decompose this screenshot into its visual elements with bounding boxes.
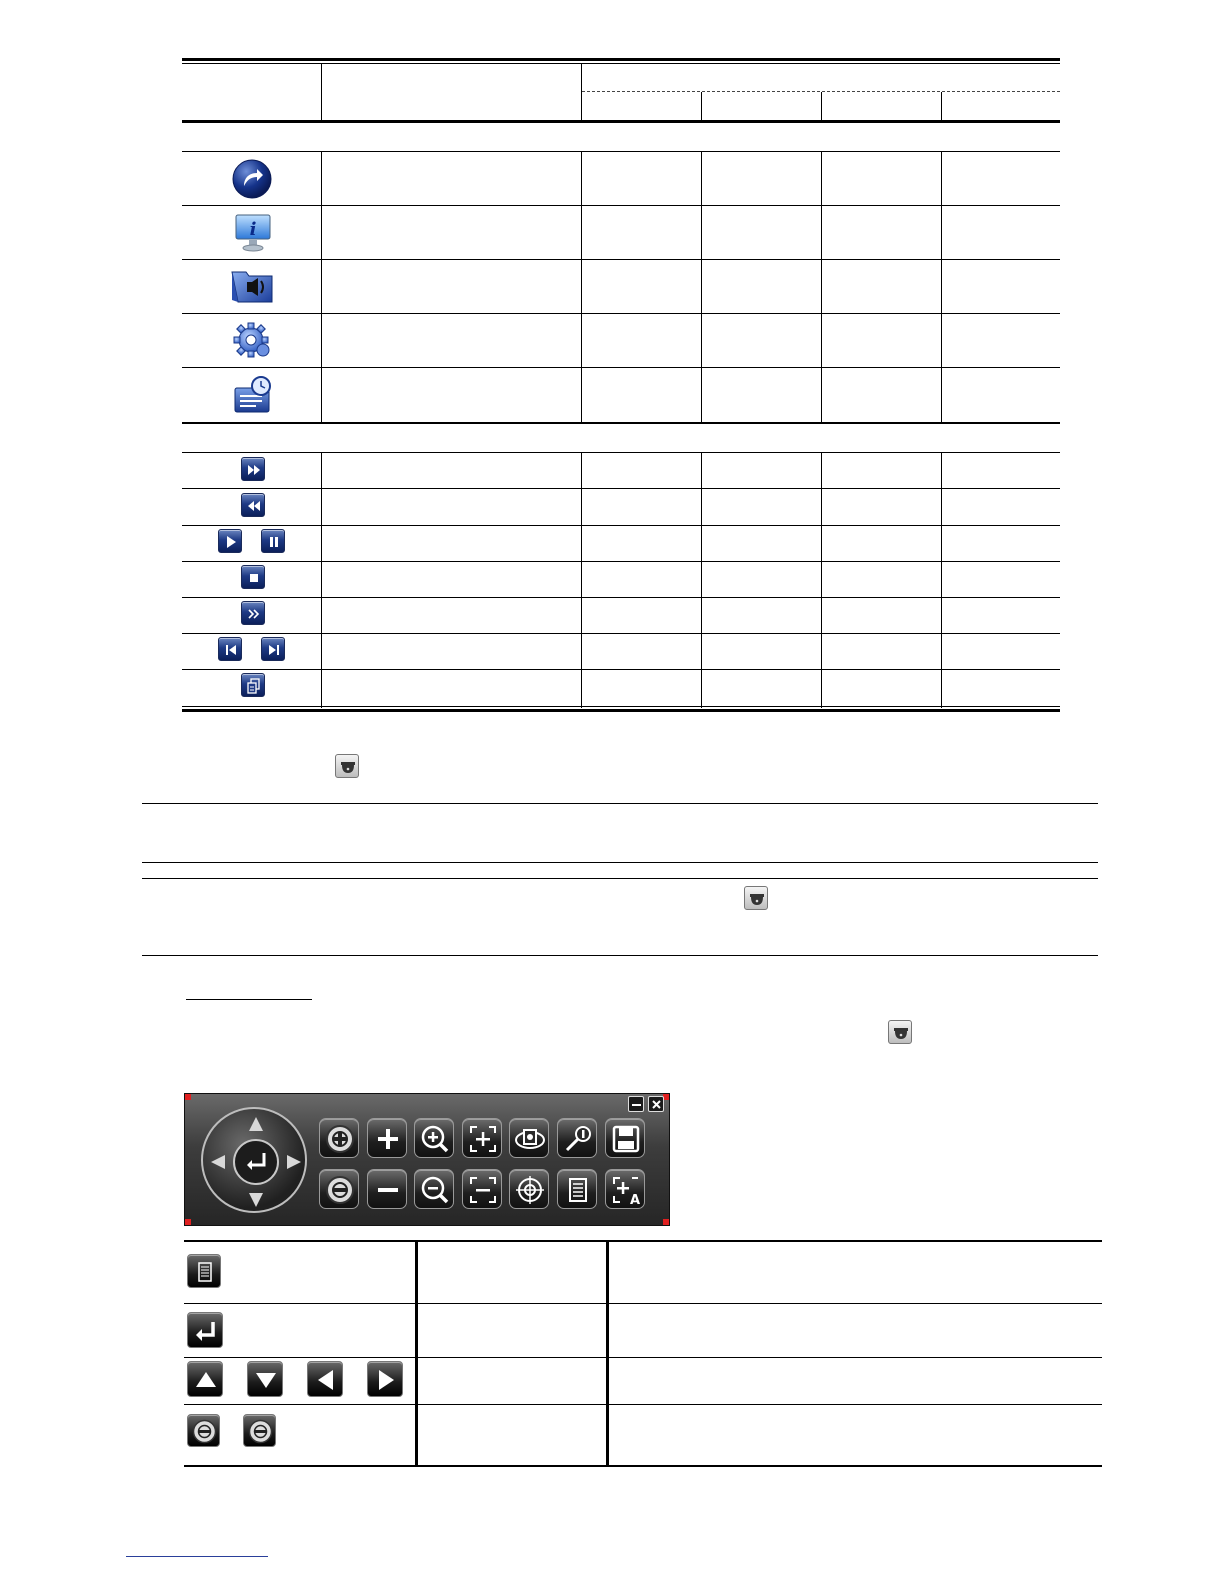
left-arrow-icon[interactable] — [211, 1155, 225, 1169]
minimize-icon[interactable] — [628, 1096, 644, 1112]
auto-pan-minus-icon — [243, 1414, 276, 1447]
dome-camera-icon — [744, 886, 768, 910]
svg-text:i: i — [249, 219, 257, 240]
target-button[interactable] — [509, 1169, 549, 1209]
right-arrow-icon[interactable] — [287, 1155, 301, 1169]
gear-icon — [233, 320, 273, 365]
zoom-tele-button[interactable] — [367, 1118, 407, 1158]
stop-icon — [241, 565, 265, 589]
auto-pan-plus-icon — [187, 1414, 220, 1447]
focus-near-icon — [463, 1119, 503, 1159]
auto-pan-plus-button[interactable] — [319, 1118, 359, 1158]
auto-focus-button[interactable] — [605, 1169, 645, 1209]
section-heading-underline — [186, 999, 312, 1000]
next-icon — [261, 637, 285, 661]
previous-icon — [218, 637, 242, 661]
note-box-2-top — [142, 878, 1098, 879]
menu-list-icon — [187, 1254, 221, 1288]
folder-speaker-icon — [230, 266, 276, 311]
focus-far-button[interactable] — [462, 1169, 502, 1209]
note-box-1-top — [142, 803, 1098, 804]
menu-list-button[interactable] — [557, 1169, 597, 1209]
zoom-in-button[interactable] — [414, 1118, 454, 1158]
fast-rewind-icon — [241, 493, 265, 517]
monitor-info-icon — [234, 212, 272, 257]
zoom-wide-button[interactable] — [367, 1169, 407, 1209]
enter-icon — [187, 1312, 223, 1348]
return-icon — [232, 159, 272, 204]
note-box-1-bottom — [142, 862, 1098, 863]
auto-pan-minus-button[interactable] — [319, 1169, 359, 1209]
up-arrow-icon — [187, 1361, 223, 1397]
down-arrow-icon — [247, 1361, 283, 1397]
down-arrow-icon[interactable] — [249, 1193, 263, 1207]
schedule-clock-icon — [232, 374, 274, 421]
save-icon — [606, 1119, 646, 1159]
close-icon[interactable] — [648, 1096, 664, 1112]
svg-text:A: A — [629, 1193, 641, 1208]
play-icon — [218, 529, 242, 553]
zoom-out-button[interactable] — [414, 1169, 454, 1209]
auto-pan-minus-icon — [320, 1170, 360, 1210]
dome-camera-icon — [888, 1020, 912, 1044]
auto-pan-plus-icon — [320, 1119, 360, 1159]
dome-camera-icon — [335, 754, 359, 778]
fast-forward-icon — [241, 457, 265, 481]
target-icon — [510, 1170, 550, 1210]
pause-icon — [261, 529, 285, 553]
menu-list-icon — [558, 1170, 598, 1210]
iris-icon — [558, 1119, 598, 1159]
copy-icon — [241, 673, 265, 697]
focus-near-button[interactable] — [462, 1118, 502, 1158]
plus-icon — [368, 1119, 408, 1159]
left-arrow-icon — [307, 1361, 343, 1397]
zoom-out-icon — [415, 1170, 455, 1210]
ptz-control-panel — [184, 1093, 670, 1226]
note-box-2-bottom — [142, 955, 1098, 956]
auto-focus-icon — [606, 1170, 646, 1210]
focus-far-icon — [463, 1170, 503, 1210]
preset-icon — [510, 1119, 550, 1159]
zoom-in-icon — [415, 1119, 455, 1159]
preset-button[interactable] — [509, 1118, 549, 1158]
save-button[interactable] — [605, 1118, 645, 1158]
up-arrow-icon[interactable] — [249, 1117, 263, 1131]
slow-play-icon — [241, 601, 265, 625]
minus-icon — [368, 1170, 408, 1210]
ptz-dpad — [201, 1107, 307, 1213]
right-arrow-icon — [367, 1361, 403, 1397]
iris-button[interactable] — [557, 1118, 597, 1158]
footer-link-underline[interactable] — [126, 1556, 268, 1557]
